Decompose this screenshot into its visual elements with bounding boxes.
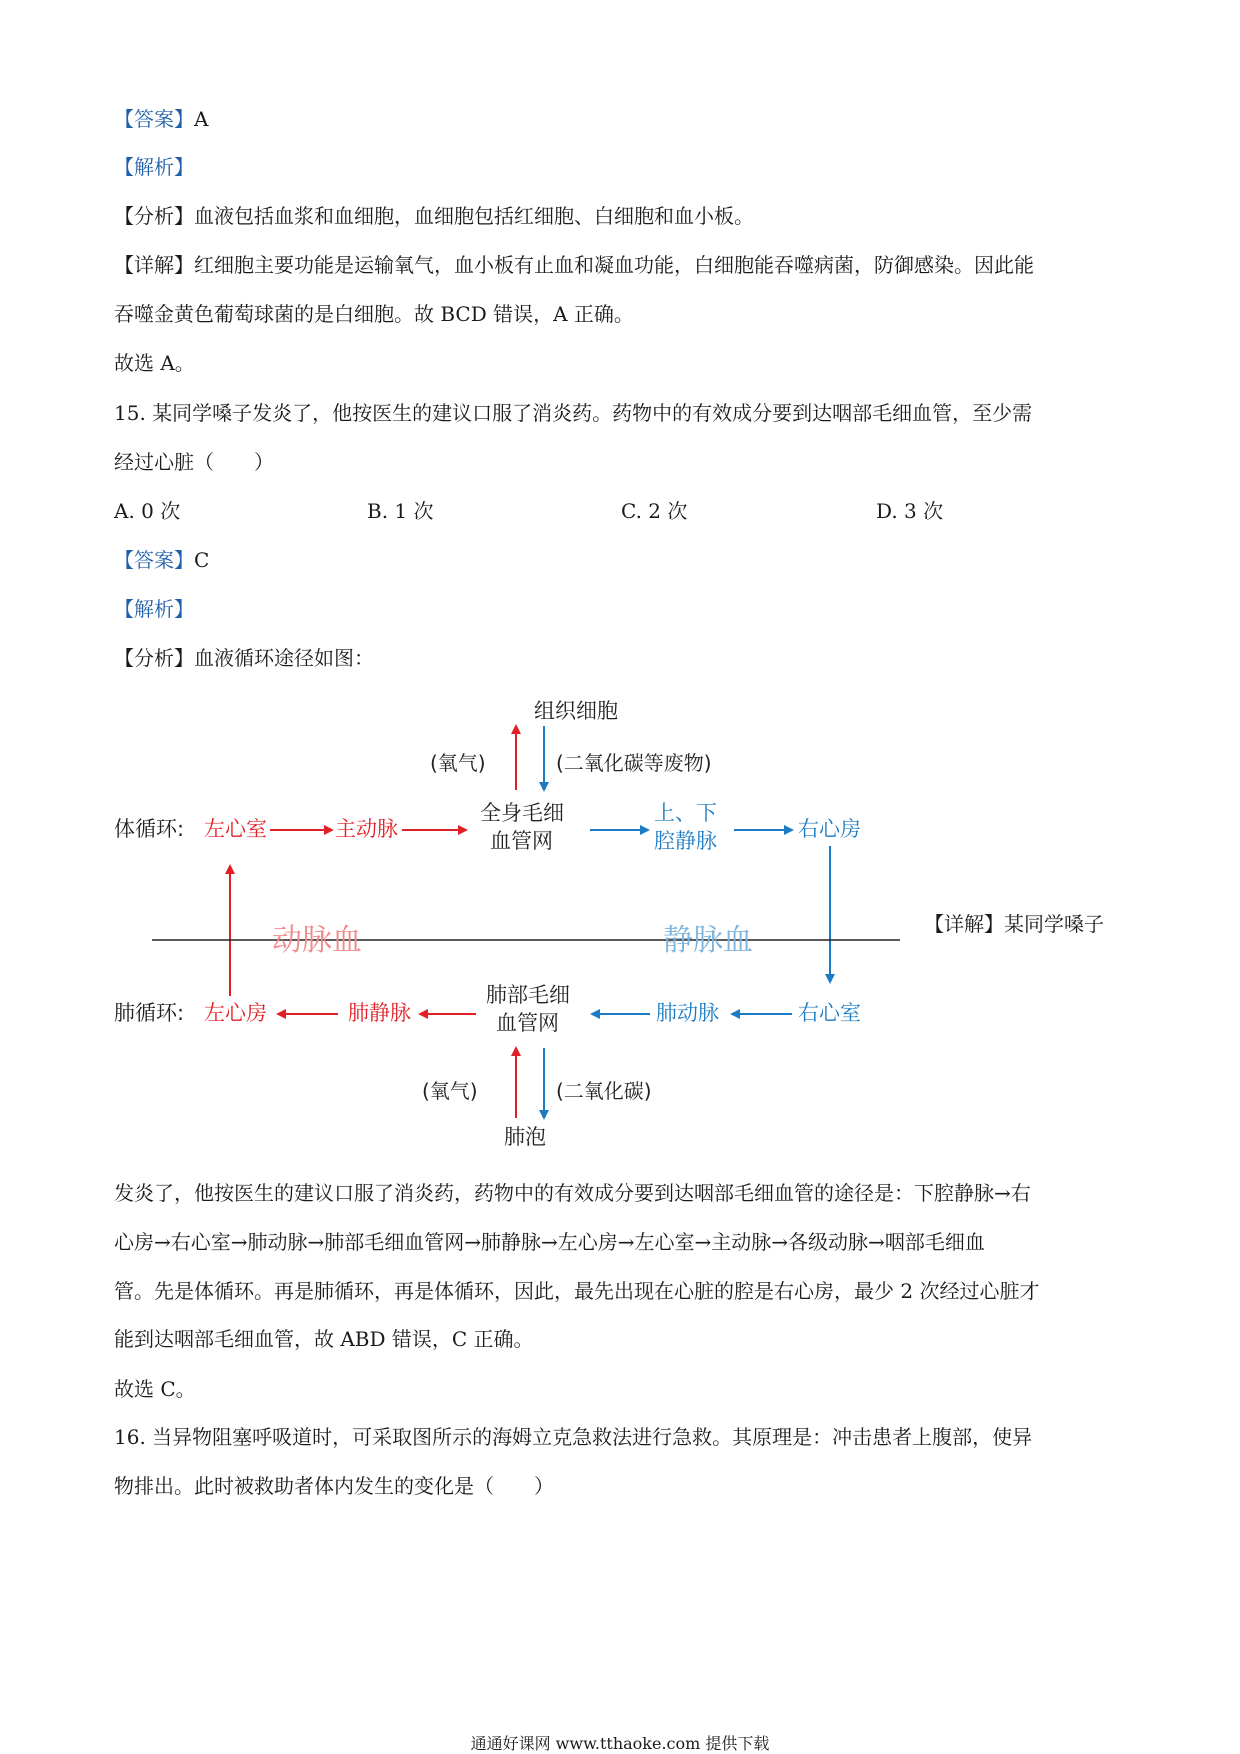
q14-conclusion: 故选 A。	[114, 351, 195, 375]
answer-value: C	[194, 548, 210, 572]
q15-side-note: 【详解】某同学嗓子	[924, 912, 1104, 936]
q15-option-c: C. 2 次	[621, 499, 688, 523]
q14-jiexi-tag: 【解析】	[114, 155, 194, 179]
pulmonary-circulation-label: 肺循环:	[114, 1001, 185, 1025]
fenxi-tag: 【分析】	[114, 646, 194, 670]
fenxi-text: 血液包括血浆和血细胞，血细胞包括红细胞、白细胞和血小板。	[194, 204, 754, 228]
q14-fenxi	[114, 202, 754, 230]
pulmonary-vein-label: 肺静脉	[348, 1001, 411, 1025]
right-ventricle-label: 右心室	[798, 1001, 861, 1025]
left-ventricle-label: 左心室	[204, 817, 267, 841]
q15-detail-2: 心房→右心室→肺动脉→肺部毛细血管网→肺静脉→左心房→左心室→主动脉→各级动脉→咽部毛细血	[114, 1230, 985, 1254]
q15-answer	[114, 546, 209, 574]
co2-label-lung: (二氧化碳)	[556, 1079, 652, 1103]
q14-xiangjie-2: 吞噬金黄色葡萄球菌的是白细胞。故 BCD 错误，A 正确。	[114, 302, 634, 326]
q15-conclusion: 故选 C。	[114, 1377, 196, 1401]
blood-circulation-diagram	[110, 688, 910, 1158]
oxygen-label: (氧气)	[430, 751, 486, 775]
vena-cava-label-1: 上、下	[654, 801, 717, 825]
q15-stem-1: 15. 某同学嗓子发炎了，他按医生的建议口服了消炎药。药物中的有效成分要到达咽部毛细血管，至少需	[114, 401, 1033, 425]
lung-capillary-label-1: 肺部毛细	[486, 983, 570, 1007]
alveoli-label: 肺泡	[504, 1125, 546, 1149]
xiangjie-tag: 【详解】	[114, 253, 194, 277]
q15-option-a: A. 0 次	[114, 499, 181, 523]
pulmonary-artery-label: 肺动脉	[656, 1001, 719, 1025]
left-atrium-label: 左心房	[204, 1001, 267, 1025]
lung-capillary-label-2: 血管网	[496, 1011, 559, 1035]
right-atrium-label: 右心房	[798, 817, 861, 841]
answer-tag: 【答案】	[114, 107, 194, 131]
xiangjie-text: 红细胞主要功能是运输氧气，血小板有止血和凝血功能，白细胞能吞噬病菌，防御感染。因此能	[194, 253, 1034, 277]
venous-blood-label: 静脉血	[663, 923, 753, 958]
body-capillary-label-1: 全身毛细	[480, 801, 564, 825]
q15-detail-4: 能到达咽部毛细血管，故 ABD 错误，C 正确。	[114, 1327, 534, 1351]
q15-option-d: D. 3 次	[876, 499, 944, 523]
co2-waste-label: (二氧化碳等废物)	[556, 751, 712, 775]
q16-stem-1: 16. 当异物阻塞呼吸道时，可采取图所示的海姆立克急救法进行急救。其原理是：冲击患者上腹部，使异	[114, 1425, 1033, 1449]
fenxi-text: 血液循环途径如图：	[194, 646, 374, 670]
q15-fenxi	[114, 644, 374, 672]
q15-option-b: B. 1 次	[367, 499, 434, 523]
answer-value: A	[194, 107, 209, 131]
arterial-blood-label: 动脉血	[272, 923, 362, 958]
page-footer: 通通好课网 www.tthaoke.com 提供下载	[470, 1734, 770, 1753]
q14-answer	[114, 105, 208, 133]
q15-detail-3: 管。先是体循环。再是肺循环，再是体循环，因此，最先出现在心脏的腔是右心房，最少 2 次经过心脏才	[114, 1279, 1040, 1303]
body-circulation-label: 体循环:	[114, 817, 185, 841]
aorta-label: 主动脉	[335, 817, 398, 841]
body-capillary-label-2: 血管网	[490, 829, 553, 853]
q15-jiexi-tag: 【解析】	[114, 597, 194, 621]
fenxi-tag: 【分析】	[114, 204, 194, 228]
q14-xiangjie-1	[114, 251, 1034, 279]
answer-tag: 【答案】	[114, 548, 194, 572]
q15-stem-2: 经过心脏（ ）	[114, 450, 274, 474]
vena-cava-label-2: 腔静脉	[654, 829, 717, 853]
q15-detail-1: 发炎了，他按医生的建议口服了消炎药，药物中的有效成分要到达咽部毛细血管的途径是：下腔静脉→右	[114, 1181, 1031, 1205]
oxygen-label-lung: (氧气)	[422, 1079, 478, 1103]
tissue-cells-label: 组织细胞	[534, 699, 618, 723]
q16-stem-2: 物排出。此时被救助者体内发生的变化是（ ）	[114, 1474, 554, 1498]
